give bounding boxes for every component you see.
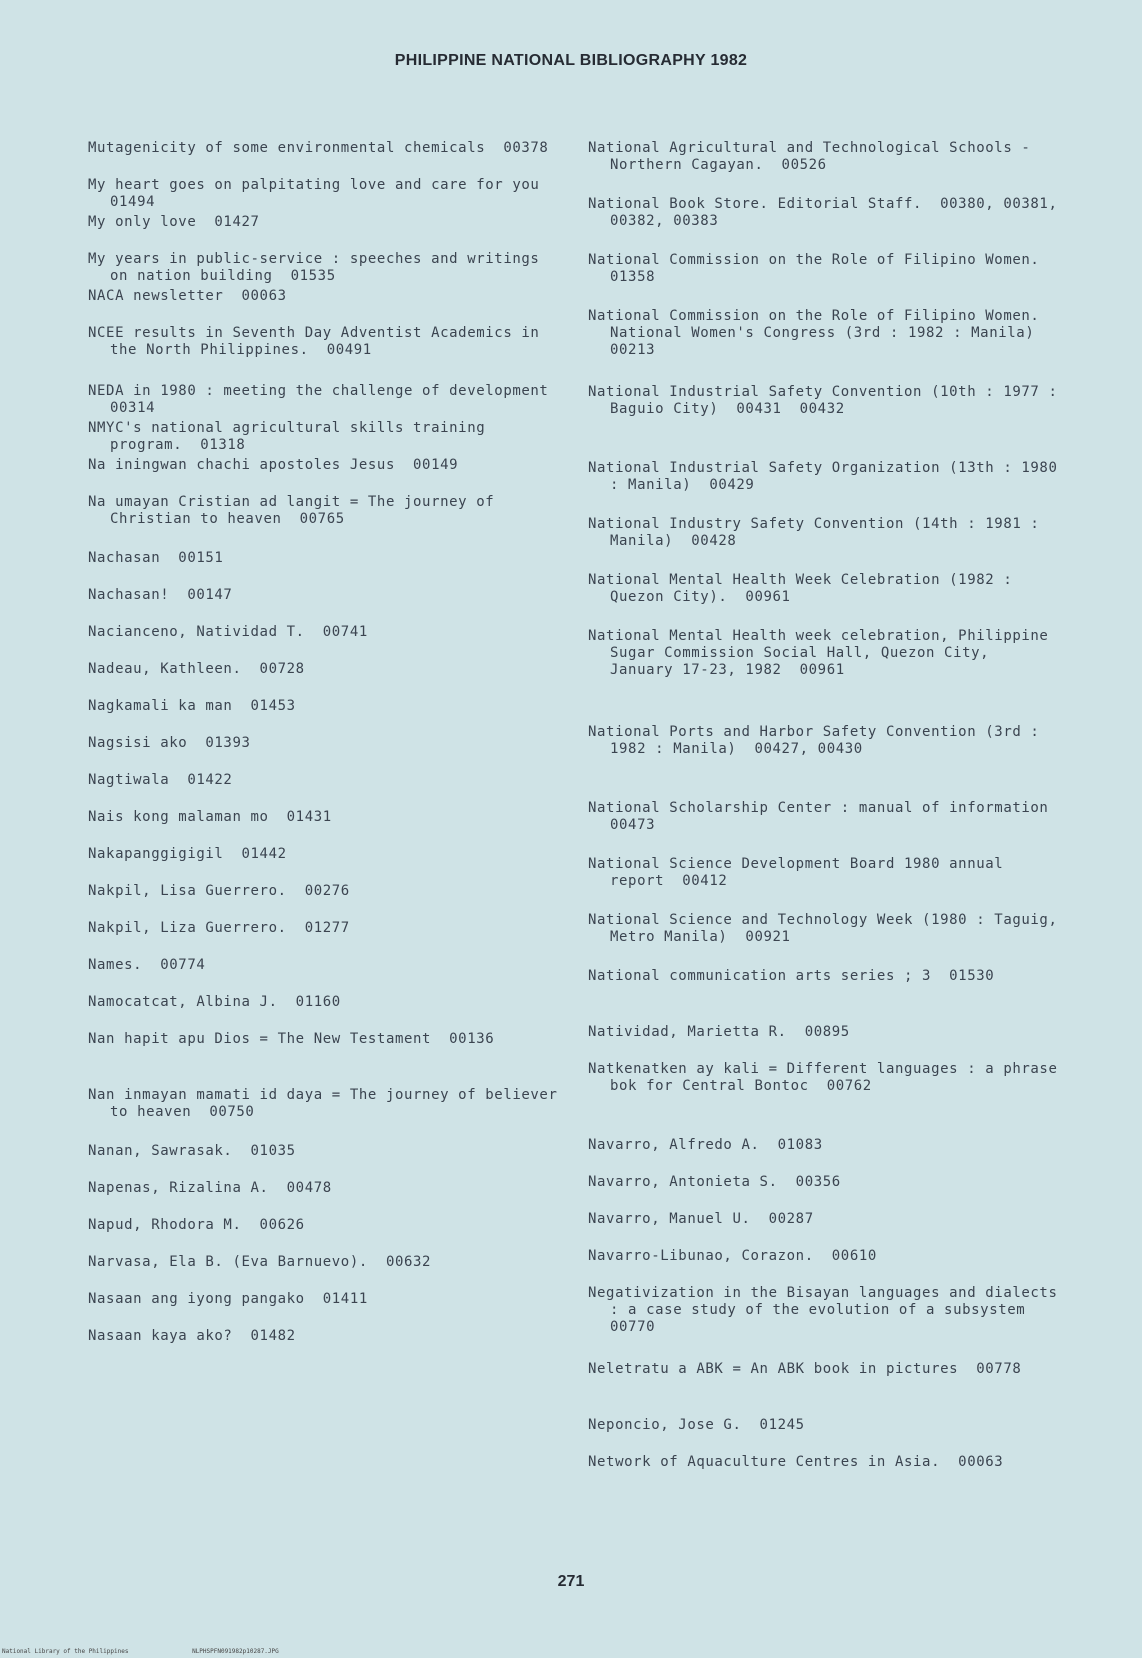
index-entry: Nais kong malaman mo 01431 bbox=[88, 809, 332, 825]
index-entry: Namocatcat, Albina J. 01160 bbox=[88, 994, 341, 1010]
page-number: 271 bbox=[557, 1573, 585, 1590]
index-entry: Nagsisi ako 01393 bbox=[88, 735, 251, 751]
index-entry: Network of Aquaculture Centres in Asia. 00063 bbox=[588, 1454, 1004, 1470]
right-column bbox=[588, 140, 1067, 1510]
index-entry: My years in public-service : speeches and writings on nation building 01535 bbox=[88, 251, 549, 284]
footer-file-id: NLPHSPFN091982p10287.JPG bbox=[192, 1648, 279, 1655]
page-title: PHILIPPINE NATIONAL BIBLIOGRAPHY 1982 bbox=[394, 52, 748, 69]
index-entry: Nanan, Sawrasak. 01035 bbox=[88, 1143, 296, 1159]
index-entry: Natkenatken ay kali = Different languages : a phrase bok for Central Bontoc 00762 bbox=[588, 1061, 1067, 1094]
index-entry: National Commission on the Role of Filipino Women. 01358 bbox=[588, 252, 1058, 285]
index-entry: Nan inmayan mamati id daya = The journey of believer to heaven 00750 bbox=[88, 1087, 567, 1120]
index-entry: Natividad, Marietta R. 00895 bbox=[588, 1024, 850, 1040]
index-entry: Negativization in the Bisayan languages and dialects : a case study of the evolution of a subsystem 00770 bbox=[588, 1285, 1067, 1335]
index-entry: Nan hapit apu Dios = The New Testament 00136 bbox=[88, 1031, 495, 1047]
index-entry: National communication arts series ; 3 01530 bbox=[588, 968, 995, 984]
index-entry: Names. 00774 bbox=[88, 957, 206, 973]
index-entry: NCEE results in Seventh Day Adventist Academics in the North Philippines. 00491 bbox=[88, 325, 549, 358]
index-entry: National Industrial Safety Organization (13th : 1980 : Manila) 00429 bbox=[588, 460, 1067, 493]
index-entry: Neponcio, Jose G. 01245 bbox=[588, 1417, 805, 1433]
index-entry: Nasaan kaya ako? 01482 bbox=[88, 1328, 296, 1344]
index-entry: My heart goes on palpitating love and care for you 01494 bbox=[88, 177, 558, 210]
index-entry: Nadeau, Kathleen. 00728 bbox=[88, 661, 305, 677]
index-entry: Navarro, Manuel U. 00287 bbox=[588, 1211, 814, 1227]
index-entry: NEDA in 1980 : meeting the challenge of development 00314 bbox=[88, 383, 567, 416]
index-entry: NACA newsletter 00063 bbox=[88, 288, 287, 304]
index-entry: Na iningwan chachi apostoles Jesus 00149 bbox=[88, 457, 459, 473]
index-entry: Napud, Rhodora M. 00626 bbox=[88, 1217, 305, 1233]
index-entry: Navarro-Libunao, Corazon. 00610 bbox=[588, 1248, 877, 1264]
index-entry: NMYC's national agricultural skills training program. 01318 bbox=[88, 420, 495, 453]
index-entry: National Industrial Safety Convention (10th : 1977 : Baguio City) 00431 00432 bbox=[588, 384, 1067, 417]
left-column bbox=[88, 140, 567, 1365]
index-entry: Nagkamali ka man 01453 bbox=[88, 698, 296, 714]
index-entry: My only love 01427 bbox=[88, 214, 260, 230]
index-entry: National Commission on the Role of Filipino Women. National Women's Congress (3rd : 1982 : Manila) 00213 bbox=[588, 308, 1053, 358]
index-entry: Nasaan ang iyong pangako 01411 bbox=[88, 1291, 368, 1307]
index-entry: National Scholarship Center : manual of information 00473 bbox=[588, 800, 1067, 833]
index-entry: National Book Store. Editorial Staff. 00380, 00381, 00382, 00383 bbox=[588, 196, 1067, 229]
scan-footer bbox=[2, 1648, 339, 1655]
index-entry: Na umayan Cristian ad langit = The journey of Christian to heaven 00765 bbox=[88, 494, 504, 527]
index-entry: Narvasa, Ela B. (Eva Barnuevo). 00632 bbox=[88, 1254, 432, 1270]
index-entry: National Industry Safety Convention (14th : 1981 : Manila) 00428 bbox=[588, 516, 1049, 549]
footer-library: National Library of the Philippines bbox=[2, 1648, 129, 1655]
index-entry: Navarro, Alfredo A. 01083 bbox=[588, 1137, 823, 1153]
index-entry: Mutagenicity of some environmental chemicals 00378 bbox=[88, 140, 549, 156]
index-entry: Nagtiwala 01422 bbox=[88, 772, 233, 788]
index-entry: Nacianceno, Natividad T. 00741 bbox=[88, 624, 368, 640]
index-entry: Nachasan 00151 bbox=[88, 550, 224, 566]
index-entry: Nakpil, Lisa Guerrero. 00276 bbox=[88, 883, 350, 899]
index-entry: National Ports and Harbor Safety Convention (3rd : 1982 : Manila) 00427, 00430 bbox=[588, 724, 1049, 757]
index-entry: National Science and Technology Week (1980 : Taguig, Metro Manila) 00921 bbox=[588, 912, 1067, 945]
index-entry: National Mental Health Week Celebration (1982 : Quezon City). 00961 bbox=[588, 572, 1022, 605]
index-entry: Nakapanggigigil 01442 bbox=[88, 846, 287, 862]
index-entry: National Science Development Board 1980 annual report 00412 bbox=[588, 856, 1013, 889]
index-entry: Napenas, Rizalina A. 00478 bbox=[88, 1180, 332, 1196]
index-entry: National Mental Health week celebration, Philippine Sugar Commission Social Hall, Quezon City, January 17-23, 1982 00961 bbox=[588, 628, 1058, 678]
index-entry: Navarro, Antonieta S. 00356 bbox=[588, 1174, 841, 1190]
index-entry: Nakpil, Liza Guerrero. 01277 bbox=[88, 920, 350, 936]
index-entry: National Agricultural and Technological Schools - Northern Cagayan. 00526 bbox=[588, 140, 1040, 173]
index-entry: Neletratu a ABK = An ABK book in pictures 00778 bbox=[588, 1361, 1022, 1377]
index-entry: Nachasan! 00147 bbox=[88, 587, 233, 603]
